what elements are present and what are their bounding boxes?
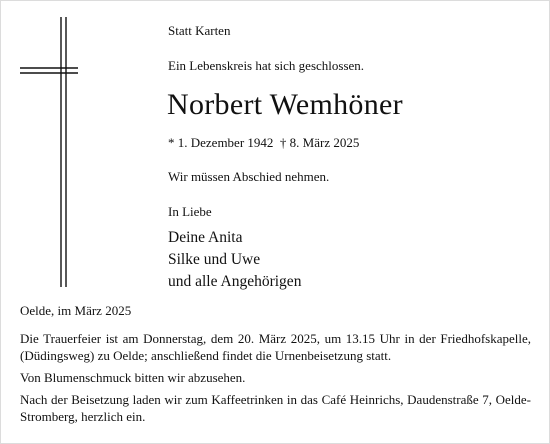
place-date: Oelde, im März 2025 <box>20 303 132 318</box>
signer-line: Silke und Uwe <box>168 251 261 268</box>
intro-text: Ein Lebenskreis hat sich geschlossen. <box>168 58 365 73</box>
life-dates: * 1. Dezember 1942 † 8. März 2025 <box>168 135 360 150</box>
in-love-text: In Liebe <box>168 204 212 219</box>
signer-line: und alle Angehörigen <box>168 273 302 290</box>
farewell-text: Wir müssen Abschied nehmen. <box>168 169 330 184</box>
cross-icon <box>20 17 78 287</box>
flowers-paragraph: Von Blumenschmuck bitten wir abzusehen. <box>20 370 246 385</box>
ceremony-paragraph: Die Trauerfeier ist am Donnerstag, dem 20. März 2025, um 13.15 Uhr in der Friedhofskapelle, (Düdingsweg) zu Oelde; anschließend findet die Urnenbeisetzung statt. <box>20 331 531 363</box>
signer-line: Deine Anita <box>168 229 243 246</box>
reception-paragraph: Nach der Beisetzung laden wir zum Kaffeetrinken in das Café Heinrichs, Daudenstraße 7, Oelde-Stromberg, herzlich ein. <box>20 392 531 424</box>
deceased-name: Norbert Wemhöner <box>167 88 403 121</box>
header-text: Statt Karten <box>168 23 231 38</box>
